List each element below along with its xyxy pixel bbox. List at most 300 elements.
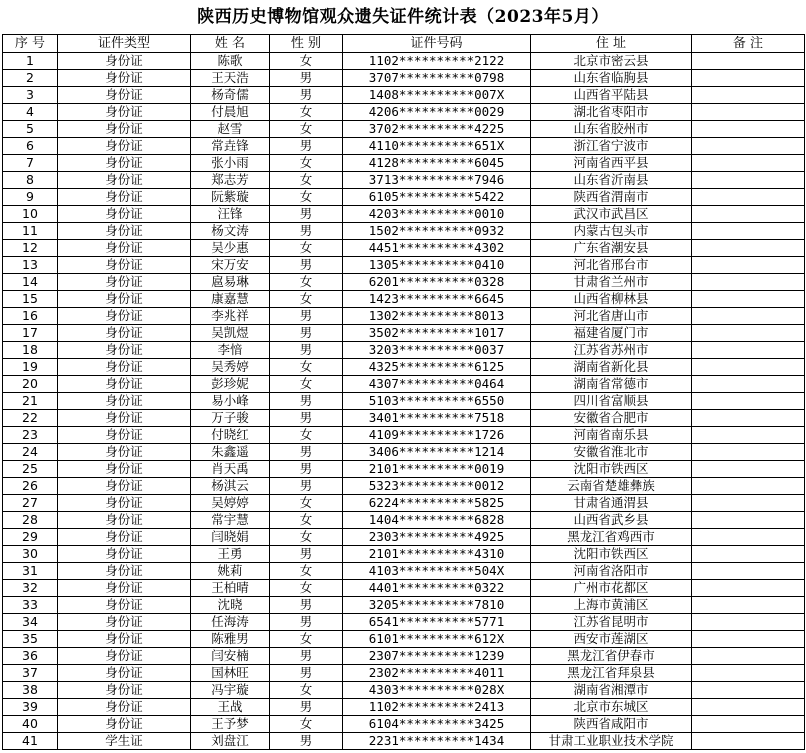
cell-sex[interactable]: 女 <box>270 172 343 189</box>
cell-sex[interactable]: 女 <box>270 529 343 546</box>
cell-no[interactable]: 18 <box>3 342 58 359</box>
cell-address[interactable]: 西安市莲湖区 <box>531 631 692 648</box>
cell-note[interactable] <box>692 342 805 359</box>
cell-sex[interactable]: 女 <box>270 716 343 733</box>
cell-sex[interactable]: 男 <box>270 223 343 240</box>
cell-id-number[interactable]: 2307**********1239 <box>343 648 531 665</box>
cell-name[interactable]: 冯宇璇 <box>191 682 270 699</box>
cell-type[interactable]: 身份证 <box>58 189 191 206</box>
cell-id-number[interactable]: 3707**********0798 <box>343 70 531 87</box>
cell-address[interactable]: 江苏省昆明市 <box>531 614 692 631</box>
cell-address[interactable]: 内蒙古包头市 <box>531 223 692 240</box>
cell-name[interactable]: 刘盘江 <box>191 733 270 750</box>
cell-address[interactable]: 甘肃工业职业技术学院 <box>531 733 692 750</box>
cell-no[interactable]: 4 <box>3 104 58 121</box>
cell-id-number[interactable]: 4110**********651X <box>343 138 531 155</box>
cell-name[interactable]: 万子骏 <box>191 410 270 427</box>
cell-type[interactable]: 身份证 <box>58 223 191 240</box>
cell-address[interactable]: 武汉市武昌区 <box>531 206 692 223</box>
cell-type[interactable]: 身份证 <box>58 138 191 155</box>
cell-sex[interactable]: 男 <box>270 546 343 563</box>
cell-note[interactable] <box>692 274 805 291</box>
cell-note[interactable] <box>692 53 805 70</box>
cell-address[interactable]: 湖南省新化县 <box>531 359 692 376</box>
header-addr[interactable]: 住 址 <box>531 35 692 53</box>
cell-address[interactable]: 山西省平陆县 <box>531 87 692 104</box>
cell-sex[interactable]: 男 <box>270 444 343 461</box>
cell-id-number[interactable]: 1423**********6645 <box>343 291 531 308</box>
cell-type[interactable]: 身份证 <box>58 648 191 665</box>
cell-sex[interactable]: 男 <box>270 461 343 478</box>
cell-address[interactable]: 福建省厦门市 <box>531 325 692 342</box>
cell-note[interactable] <box>692 376 805 393</box>
cell-id-number[interactable]: 2231**********1434 <box>343 733 531 750</box>
cell-id-number[interactable]: 6101**********612X <box>343 631 531 648</box>
cell-name[interactable]: 任海涛 <box>191 614 270 631</box>
cell-no[interactable]: 2 <box>3 70 58 87</box>
cell-sex[interactable]: 女 <box>270 580 343 597</box>
cell-id-number[interactable]: 4303**********028X <box>343 682 531 699</box>
table-row <box>3 580 805 597</box>
cell-id-number[interactable]: 2303**********4925 <box>343 529 531 546</box>
cell-type[interactable]: 身份证 <box>58 87 191 104</box>
cell-id-number[interactable]: 1102**********2413 <box>343 699 531 716</box>
cell-sex[interactable]: 男 <box>270 648 343 665</box>
cell-name[interactable]: 汪锋 <box>191 206 270 223</box>
cell-sex[interactable]: 男 <box>270 70 343 87</box>
cell-note[interactable] <box>692 461 805 478</box>
cell-no[interactable]: 15 <box>3 291 58 308</box>
cell-address[interactable]: 山东省胶州市 <box>531 121 692 138</box>
cell-name[interactable]: 国林旺 <box>191 665 270 682</box>
cell-no[interactable]: 10 <box>3 206 58 223</box>
cell-note[interactable] <box>692 325 805 342</box>
cell-address[interactable]: 山西省柳林县 <box>531 291 692 308</box>
cell-address[interactable]: 安徽省淮北市 <box>531 444 692 461</box>
cell-no[interactable]: 30 <box>3 546 58 563</box>
cell-name[interactable]: 康嘉慧 <box>191 291 270 308</box>
cell-type[interactable]: 身份证 <box>58 614 191 631</box>
cell-name[interactable]: 彭珍妮 <box>191 376 270 393</box>
cell-note[interactable] <box>692 121 805 138</box>
cell-type[interactable]: 身份证 <box>58 257 191 274</box>
cell-note[interactable] <box>692 410 805 427</box>
cell-name[interactable]: 沈晓 <box>191 597 270 614</box>
table-row <box>3 512 805 529</box>
cell-sex[interactable]: 男 <box>270 342 343 359</box>
cell-id-number[interactable]: 3702**********4225 <box>343 121 531 138</box>
cell-type[interactable]: 学生证 <box>58 733 191 750</box>
cell-no[interactable]: 19 <box>3 359 58 376</box>
cell-type[interactable]: 身份证 <box>58 342 191 359</box>
cell-name[interactable]: 易小峰 <box>191 393 270 410</box>
cell-no[interactable]: 40 <box>3 716 58 733</box>
cell-address[interactable]: 湖南省湘潭市 <box>531 682 692 699</box>
cell-address[interactable]: 河南省洛阳市 <box>531 563 692 580</box>
cell-note[interactable] <box>692 172 805 189</box>
cell-type[interactable]: 身份证 <box>58 359 191 376</box>
cell-type[interactable]: 身份证 <box>58 682 191 699</box>
cell-no[interactable]: 26 <box>3 478 58 495</box>
cell-address[interactable]: 河北省唐山市 <box>531 308 692 325</box>
cell-note[interactable] <box>692 206 805 223</box>
cell-note[interactable] <box>692 444 805 461</box>
cell-address[interactable]: 湖南省常德市 <box>531 376 692 393</box>
cell-address[interactable]: 江苏省苏州市 <box>531 342 692 359</box>
cell-name[interactable]: 宋万安 <box>191 257 270 274</box>
cell-name[interactable]: 肖天禹 <box>191 461 270 478</box>
cell-id-number[interactable]: 4109**********1726 <box>343 427 531 444</box>
cell-id-number[interactable]: 4307**********0464 <box>343 376 531 393</box>
cell-name[interactable]: 张小雨 <box>191 155 270 172</box>
cell-note[interactable] <box>692 631 805 648</box>
cell-id-number[interactable]: 3713**********7946 <box>343 172 531 189</box>
cell-no[interactable]: 32 <box>3 580 58 597</box>
cell-type[interactable]: 身份证 <box>58 444 191 461</box>
cell-name[interactable]: 王天浩 <box>191 70 270 87</box>
cell-name[interactable]: 常垚锋 <box>191 138 270 155</box>
cell-note[interactable] <box>692 495 805 512</box>
cell-note[interactable] <box>692 393 805 410</box>
cell-note[interactable] <box>692 104 805 121</box>
header-note[interactable]: 备 注 <box>692 35 805 53</box>
cell-type[interactable]: 身份证 <box>58 206 191 223</box>
cell-id-number[interactable]: 4451**********4302 <box>343 240 531 257</box>
cell-type[interactable]: 身份证 <box>58 410 191 427</box>
cell-id-number[interactable]: 5323**********0012 <box>343 478 531 495</box>
cell-id-number[interactable]: 2302**********4011 <box>343 665 531 682</box>
cell-no[interactable]: 21 <box>3 393 58 410</box>
cell-sex[interactable]: 男 <box>270 597 343 614</box>
cell-note[interactable] <box>692 597 805 614</box>
cell-no[interactable]: 11 <box>3 223 58 240</box>
cell-type[interactable]: 身份证 <box>58 70 191 87</box>
cell-address[interactable]: 河北省邢台市 <box>531 257 692 274</box>
cell-id-number[interactable]: 6104**********3425 <box>343 716 531 733</box>
cell-name[interactable]: 李愔 <box>191 342 270 359</box>
cell-note[interactable] <box>692 529 805 546</box>
cell-sex[interactable]: 女 <box>270 427 343 444</box>
cell-note[interactable] <box>692 563 805 580</box>
cell-type[interactable]: 身份证 <box>58 495 191 512</box>
table-row <box>3 444 805 461</box>
cell-no[interactable]: 41 <box>3 733 58 750</box>
cell-no[interactable]: 14 <box>3 274 58 291</box>
cell-sex[interactable]: 男 <box>270 410 343 427</box>
cell-sex[interactable]: 女 <box>270 104 343 121</box>
cell-type[interactable]: 身份证 <box>58 512 191 529</box>
cell-sex[interactable]: 男 <box>270 478 343 495</box>
cell-no[interactable]: 36 <box>3 648 58 665</box>
cell-type[interactable]: 身份证 <box>58 325 191 342</box>
cell-address[interactable]: 黑龙江省拜泉县 <box>531 665 692 682</box>
cell-name[interactable]: 朱鑫遥 <box>191 444 270 461</box>
cell-type[interactable]: 身份证 <box>58 376 191 393</box>
cell-type[interactable]: 身份证 <box>58 631 191 648</box>
cell-no[interactable]: 6 <box>3 138 58 155</box>
cell-name[interactable]: 吴婷婷 <box>191 495 270 512</box>
cell-sex[interactable]: 女 <box>270 631 343 648</box>
cell-type[interactable]: 身份证 <box>58 274 191 291</box>
table-row <box>3 682 805 699</box>
cell-id-number[interactable]: 6201**********0328 <box>343 274 531 291</box>
cell-no[interactable]: 23 <box>3 427 58 444</box>
cell-name[interactable]: 王勇 <box>191 546 270 563</box>
cell-type[interactable]: 身份证 <box>58 172 191 189</box>
cell-no[interactable]: 33 <box>3 597 58 614</box>
cell-id-number[interactable]: 1502**********0932 <box>343 223 531 240</box>
cell-name[interactable]: 扈易琳 <box>191 274 270 291</box>
cell-sex[interactable]: 女 <box>270 563 343 580</box>
cell-address[interactable]: 北京市密云县 <box>531 53 692 70</box>
cell-note[interactable] <box>692 478 805 495</box>
cell-sex[interactable]: 男 <box>270 699 343 716</box>
cell-no[interactable]: 37 <box>3 665 58 682</box>
cell-note[interactable] <box>692 682 805 699</box>
cell-type[interactable]: 身份证 <box>58 104 191 121</box>
cell-type[interactable]: 身份证 <box>58 291 191 308</box>
cell-address[interactable]: 沈阳市铁西区 <box>531 546 692 563</box>
cell-sex[interactable]: 男 <box>270 665 343 682</box>
cell-id-number[interactable]: 3205**********7810 <box>343 597 531 614</box>
cell-name[interactable]: 李兆祥 <box>191 308 270 325</box>
cell-id-number[interactable]: 4325**********6125 <box>343 359 531 376</box>
cell-no[interactable]: 17 <box>3 325 58 342</box>
cell-note[interactable] <box>692 427 805 444</box>
cell-address[interactable]: 陕西省渭南市 <box>531 189 692 206</box>
cell-id-number[interactable]: 4206**********0029 <box>343 104 531 121</box>
cell-type[interactable]: 身份证 <box>58 308 191 325</box>
cell-id-number[interactable]: 6224**********5825 <box>343 495 531 512</box>
cell-sex[interactable]: 女 <box>270 189 343 206</box>
cell-address[interactable]: 云南省楚雄彝族 <box>531 478 692 495</box>
cell-no[interactable]: 7 <box>3 155 58 172</box>
cell-type[interactable]: 身份证 <box>58 580 191 597</box>
cell-sex[interactable]: 男 <box>270 206 343 223</box>
cell-address[interactable]: 河南省西平县 <box>531 155 692 172</box>
cell-name[interactable]: 姚莉 <box>191 563 270 580</box>
cell-name[interactable]: 吴秀婷 <box>191 359 270 376</box>
cell-no[interactable]: 27 <box>3 495 58 512</box>
cell-address[interactable]: 黑龙江省伊春市 <box>531 648 692 665</box>
cell-name[interactable]: 杨文涛 <box>191 223 270 240</box>
cell-id-number[interactable]: 4128**********6045 <box>343 155 531 172</box>
cell-id-number[interactable]: 4103**********504X <box>343 563 531 580</box>
cell-sex[interactable]: 男 <box>270 614 343 631</box>
cell-type[interactable]: 身份证 <box>58 546 191 563</box>
cell-sex[interactable]: 女 <box>270 359 343 376</box>
cell-type[interactable]: 身份证 <box>58 478 191 495</box>
cell-note[interactable] <box>692 614 805 631</box>
cell-id-number[interactable]: 3406**********1214 <box>343 444 531 461</box>
cell-address[interactable]: 广州市花都区 <box>531 580 692 597</box>
cell-address[interactable]: 黑龙江省鸡西市 <box>531 529 692 546</box>
cell-note[interactable] <box>692 699 805 716</box>
cell-address[interactable]: 甘肃省通渭县 <box>531 495 692 512</box>
cell-sex[interactable]: 女 <box>270 376 343 393</box>
cell-address[interactable]: 浙江省宁波市 <box>531 138 692 155</box>
header-id[interactable]: 证件号码 <box>343 35 531 53</box>
cell-note[interactable] <box>692 512 805 529</box>
cell-address[interactable]: 山东省沂南县 <box>531 172 692 189</box>
cell-type[interactable]: 身份证 <box>58 529 191 546</box>
cell-sex[interactable]: 女 <box>270 274 343 291</box>
cell-sex[interactable]: 男 <box>270 393 343 410</box>
cell-address[interactable]: 上海市黄浦区 <box>531 597 692 614</box>
cell-id-number[interactable]: 1408**********007X <box>343 87 531 104</box>
cell-type[interactable]: 身份证 <box>58 53 191 70</box>
cell-name[interactable]: 王战 <box>191 699 270 716</box>
cell-address[interactable]: 四川省富顺县 <box>531 393 692 410</box>
cell-name[interactable]: 闫晓娟 <box>191 529 270 546</box>
cell-no[interactable]: 12 <box>3 240 58 257</box>
cell-no[interactable]: 9 <box>3 189 58 206</box>
cell-name[interactable]: 杨奇儒 <box>191 87 270 104</box>
cell-note[interactable] <box>692 733 805 750</box>
cell-address[interactable]: 沈阳市铁西区 <box>531 461 692 478</box>
cell-no[interactable]: 39 <box>3 699 58 716</box>
cell-note[interactable] <box>692 665 805 682</box>
cell-address[interactable]: 甘肃省兰州市 <box>531 274 692 291</box>
cell-id-number[interactable]: 2101**********0019 <box>343 461 531 478</box>
cell-name[interactable]: 付晓红 <box>191 427 270 444</box>
cell-id-number[interactable]: 1102**********2122 <box>343 53 531 70</box>
table-row <box>3 155 805 172</box>
cell-sex[interactable]: 女 <box>270 682 343 699</box>
cell-name[interactable]: 郑志芳 <box>191 172 270 189</box>
cell-no[interactable]: 29 <box>3 529 58 546</box>
cell-id-number[interactable]: 6105**********5422 <box>343 189 531 206</box>
cell-type[interactable]: 身份证 <box>58 121 191 138</box>
cell-sex[interactable]: 男 <box>270 325 343 342</box>
cell-id-number[interactable]: 4203**********0010 <box>343 206 531 223</box>
cell-address[interactable]: 北京市东城区 <box>531 699 692 716</box>
cell-note[interactable] <box>692 308 805 325</box>
cell-id-number[interactable]: 2101**********4310 <box>343 546 531 563</box>
cell-note[interactable] <box>692 189 805 206</box>
cell-sex[interactable]: 女 <box>270 121 343 138</box>
cell-type[interactable]: 身份证 <box>58 155 191 172</box>
header-type[interactable]: 证件类型 <box>58 35 191 53</box>
cell-sex[interactable]: 男 <box>270 308 343 325</box>
cell-address[interactable]: 山东省临朐县 <box>531 70 692 87</box>
cell-sex[interactable]: 女 <box>270 155 343 172</box>
cell-no[interactable]: 25 <box>3 461 58 478</box>
cell-no[interactable]: 28 <box>3 512 58 529</box>
cell-name[interactable]: 常宇慧 <box>191 512 270 529</box>
cell-name[interactable]: 付晨旭 <box>191 104 270 121</box>
cell-note[interactable] <box>692 155 805 172</box>
cell-address[interactable]: 广东省潮安县 <box>531 240 692 257</box>
cell-sex[interactable]: 女 <box>270 291 343 308</box>
cell-name[interactable]: 吴凯煜 <box>191 325 270 342</box>
cell-no[interactable]: 8 <box>3 172 58 189</box>
cell-no[interactable]: 1 <box>3 53 58 70</box>
cell-no[interactable]: 13 <box>3 257 58 274</box>
cell-no[interactable]: 31 <box>3 563 58 580</box>
cell-type[interactable]: 身份证 <box>58 665 191 682</box>
cell-no[interactable]: 22 <box>3 410 58 427</box>
cell-type[interactable]: 身份证 <box>58 716 191 733</box>
cell-sex[interactable]: 女 <box>270 240 343 257</box>
cell-note[interactable] <box>692 359 805 376</box>
cell-type[interactable]: 身份证 <box>58 240 191 257</box>
cell-id-number[interactable]: 1305**********0410 <box>343 257 531 274</box>
cell-id-number[interactable]: 5103**********6550 <box>343 393 531 410</box>
cell-note[interactable] <box>692 546 805 563</box>
cell-id-number[interactable]: 3502**********1017 <box>343 325 531 342</box>
table-row <box>3 410 805 427</box>
cell-note[interactable] <box>692 716 805 733</box>
cell-no[interactable]: 34 <box>3 614 58 631</box>
cell-note[interactable] <box>692 138 805 155</box>
cell-note[interactable] <box>692 648 805 665</box>
cell-no[interactable]: 24 <box>3 444 58 461</box>
cell-type[interactable]: 身份证 <box>58 461 191 478</box>
header-no[interactable]: 序 号 <box>3 35 58 53</box>
cell-name[interactable]: 阮紫璇 <box>191 189 270 206</box>
cell-no[interactable]: 5 <box>3 121 58 138</box>
cell-name[interactable]: 陈雅男 <box>191 631 270 648</box>
cell-name[interactable]: 王予梦 <box>191 716 270 733</box>
cell-name[interactable]: 陈歌 <box>191 53 270 70</box>
cell-address[interactable]: 安徽省合肥市 <box>531 410 692 427</box>
cell-name[interactable]: 王柏晴 <box>191 580 270 597</box>
cell-sex[interactable]: 男 <box>270 87 343 104</box>
cell-note[interactable] <box>692 223 805 240</box>
cell-address[interactable]: 山西省武乡县 <box>531 512 692 529</box>
cell-sex[interactable]: 男 <box>270 257 343 274</box>
cell-sex[interactable]: 男 <box>270 138 343 155</box>
cell-id-number[interactable]: 3203**********0037 <box>343 342 531 359</box>
cell-sex[interactable]: 男 <box>270 733 343 750</box>
cell-note[interactable] <box>692 240 805 257</box>
cell-no[interactable]: 16 <box>3 308 58 325</box>
cell-id-number[interactable]: 1302**********8013 <box>343 308 531 325</box>
cell-address[interactable]: 陕西省咸阳市 <box>531 716 692 733</box>
cell-name[interactable]: 赵雪 <box>191 121 270 138</box>
cell-note[interactable] <box>692 580 805 597</box>
cell-sex[interactable]: 女 <box>270 512 343 529</box>
header-sex[interactable]: 性 别 <box>270 35 343 53</box>
cell-no[interactable]: 3 <box>3 87 58 104</box>
cell-type[interactable]: 身份证 <box>58 563 191 580</box>
cell-name[interactable]: 闫安楠 <box>191 648 270 665</box>
cell-id-number[interactable]: 3401**********7518 <box>343 410 531 427</box>
cell-name[interactable]: 杨淇云 <box>191 478 270 495</box>
cell-id-number[interactable]: 4401**********0322 <box>343 580 531 597</box>
cell-type[interactable]: 身份证 <box>58 393 191 410</box>
cell-address[interactable]: 湖北省枣阳市 <box>531 104 692 121</box>
cell-type[interactable]: 身份证 <box>58 597 191 614</box>
cell-no[interactable]: 20 <box>3 376 58 393</box>
cell-type[interactable]: 身份证 <box>58 699 191 716</box>
cell-address[interactable]: 河南省南乐县 <box>531 427 692 444</box>
cell-sex[interactable]: 女 <box>270 53 343 70</box>
cell-note[interactable] <box>692 257 805 274</box>
cell-id-number[interactable]: 6541**********5771 <box>343 614 531 631</box>
cell-note[interactable] <box>692 291 805 308</box>
cell-name[interactable]: 吴少惠 <box>191 240 270 257</box>
cell-id-number[interactable]: 1404**********6828 <box>343 512 531 529</box>
cell-no[interactable]: 35 <box>3 631 58 648</box>
cell-sex[interactable]: 女 <box>270 495 343 512</box>
cell-type[interactable]: 身份证 <box>58 427 191 444</box>
cell-no[interactable]: 38 <box>3 682 58 699</box>
cell-note[interactable] <box>692 70 805 87</box>
cell-note[interactable] <box>692 87 805 104</box>
header-name[interactable]: 姓 名 <box>191 35 270 53</box>
